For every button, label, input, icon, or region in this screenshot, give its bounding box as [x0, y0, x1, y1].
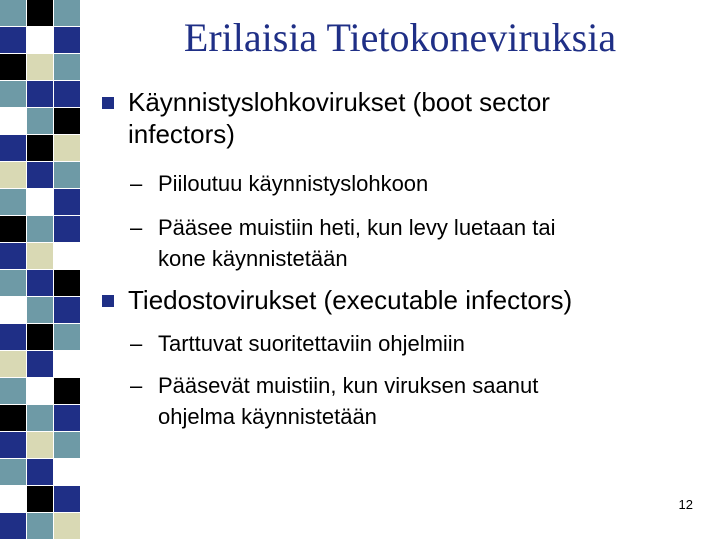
dash-marker: – — [130, 171, 143, 196]
sub-bullet — [130, 328, 690, 359]
dash-marker: – — [130, 331, 143, 356]
page-number: 12 — [678, 497, 693, 512]
square-bullet-icon — [102, 295, 114, 307]
dash-marker: – — [130, 215, 143, 240]
sub-bullet-text-line: Pääsee muistiin heti, kun levy luetaan tai — [158, 215, 556, 240]
bullet-file-viruses — [96, 284, 696, 316]
sub-bullet-text-line: Tarttuvat suoritettaviin ohjelmiin — [158, 331, 465, 356]
slide-title: Erilaisia Tietokoneviruksia — [183, 15, 617, 60]
sub-bullet-text-line: ohjelma käynnistetään — [158, 404, 377, 429]
bullet-text-line: Käynnistyslohkovirukset (boot sector — [128, 87, 550, 117]
bullet-text-line: Tiedostovirukset (executable infectors) — [128, 285, 573, 315]
dash-marker: – — [130, 373, 143, 398]
bullet-text-line: infectors) — [128, 119, 235, 149]
sub-bullet — [130, 168, 690, 199]
sub-bullet-text-line: kone käynnistetään — [158, 246, 348, 271]
bullet-boot-sector — [96, 86, 696, 150]
sub-bullet-text-line: Piiloutuu käynnistyslohkoon — [158, 171, 429, 196]
sub-bullet-text-line: Pääsevät muistiin, kun viruksen saanut — [158, 373, 539, 398]
sub-bullet — [130, 212, 690, 274]
square-bullet-icon — [102, 97, 114, 109]
sub-bullet — [130, 370, 690, 432]
